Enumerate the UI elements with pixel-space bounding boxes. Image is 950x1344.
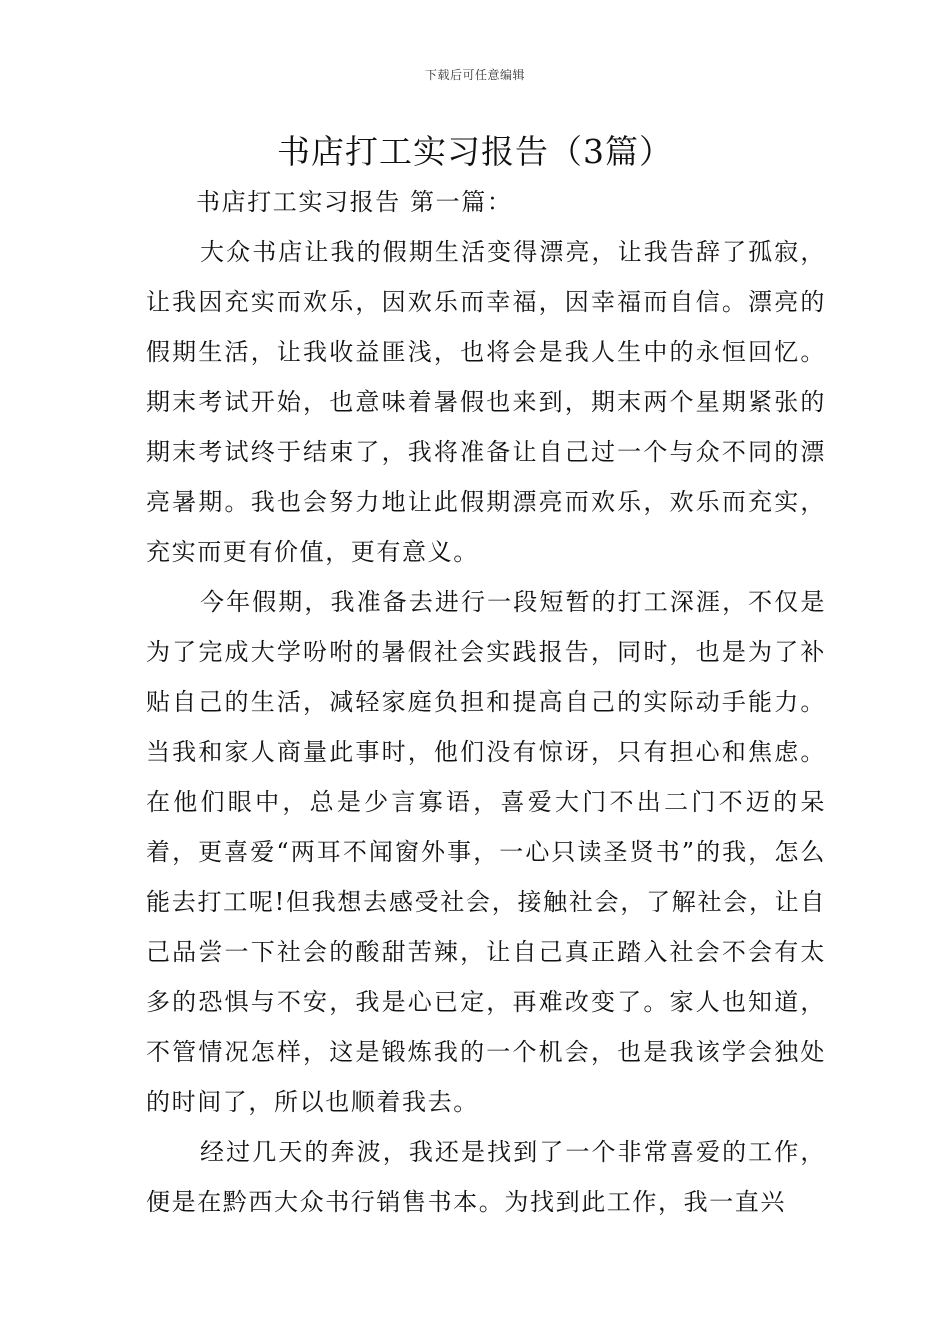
paragraph-2: 今年假期，我准备去进行一段短暂的打工深涯，不仅是为了完成大学吩咐的暑假社会实践报告，同时，也是为了补贴自己的生活，减轻家庭负担和提高自己的实际动手能力。当我和家人商量此事时，他们没有惊讶，只有担心和焦虑。在他们眼中，总是少言寡语，喜爱大门不出二门不迈的呆着，更喜爱“两耳不闻窗外事，一心只读圣贤书”的我，怎么能去打工呢!但我想去感受社会，接触社会，了解社会，让自己品尝一下社会的酸甜苦辣，让自己真正踏入社会不会有太多的恐惧与不安，我是心已定，再难改变了。家人也知道，不管情况怎样，这是锻炼我的一个机会，也是我该学会独处的时间了，所以也顺着我去。: [146, 588, 826, 1116]
document-title: 书店打工实习报告（3篇）: [277, 132, 673, 171]
document-body: [146, 177, 826, 1227]
section-heading: 书店打工实习报告 第一篇：: [196, 188, 513, 216]
header-note: 下载后可任意编辑: [424, 68, 525, 82]
paragraph-1: 大众书店让我的假期生活变得漂亮，让我告辞了孤寂，让我因充实而欢乐，因欢乐而幸福，因幸福而自信。漂亮的假期生活，让我收益匪浅，也将会是我人生中的永恒回忆。期末考试开始，也意味着暑假也来到，期末两个星期紧张的期末考试终于结束了，我将准备让自己过一个与众不同的漂亮暑期。我也会努力地让此假期漂亮而欢乐，欢乐而充实，充实而更有价值，更有意义。: [146, 238, 826, 566]
paragraph-3: 经过几天的奔波，我还是找到了一个非常喜爱的工作，便是在黔西大众书行销售书本。为找到此工作，我一直兴: [146, 1138, 826, 1216]
